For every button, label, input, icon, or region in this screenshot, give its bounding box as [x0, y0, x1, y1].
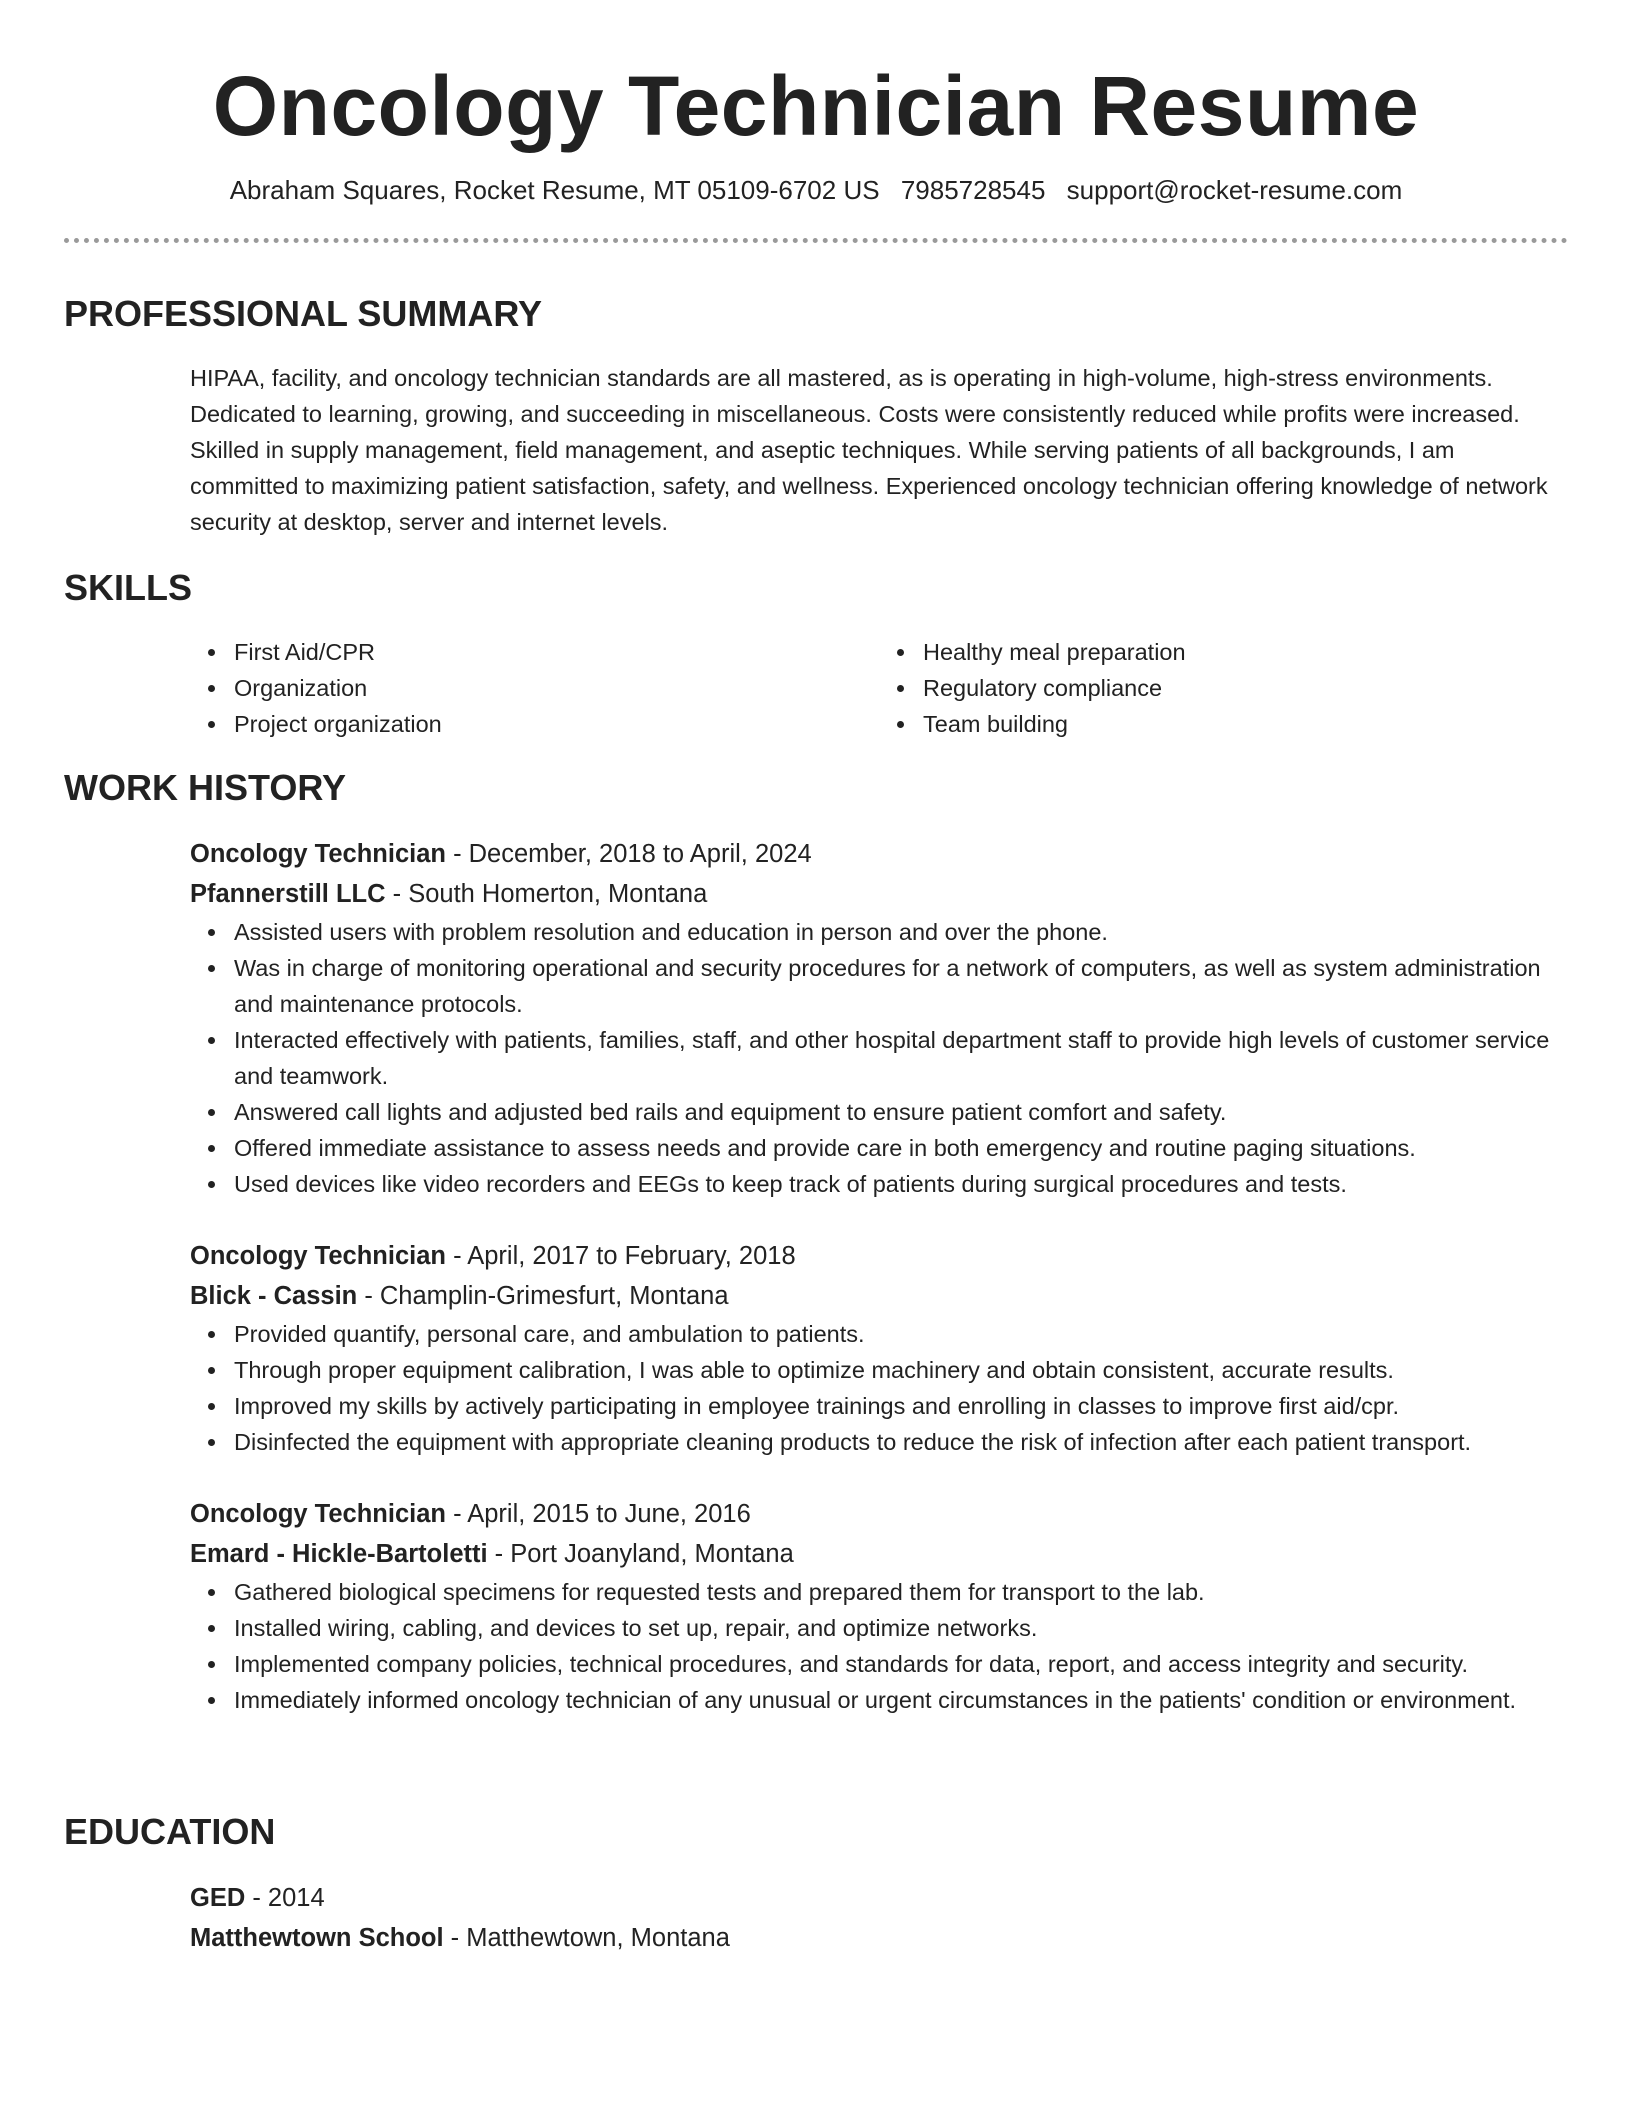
skill-item: First Aid/CPR — [234, 634, 879, 670]
contact-line — [64, 172, 1568, 208]
job-duty: Assisted users with problem resolution and education in person and over the phone. — [234, 914, 1568, 950]
job-title: Oncology Technician — [190, 1500, 446, 1528]
skill-item: Regulatory compliance — [923, 670, 1568, 706]
job-company-line — [190, 874, 1568, 914]
job-duty: Offered immediate assistance to assess needs and provide care in both emergency and routine paging situations. — [234, 1130, 1568, 1166]
resume-title: Oncology Technician Resume — [212, 59, 1420, 153]
header-divider — [64, 238, 1568, 243]
job-location: - Champlin-Grimesfurt, Montana — [357, 1282, 729, 1310]
job-location: - South Homerton, Montana — [385, 880, 708, 908]
summary-section — [64, 292, 1568, 540]
job-location: - Port Joanyland, Montana — [487, 1540, 794, 1568]
job-company-line — [190, 1534, 1568, 1574]
skill-item: Project organization — [234, 706, 879, 742]
job-entry — [190, 1236, 1568, 1460]
education-school: Matthewtown School — [190, 1924, 444, 1952]
job-duty: Provided quantify, personal care, and ambulation to patients. — [234, 1316, 1568, 1352]
job-duty: Improved my skills by actively participating in employee trainings and enrolling in classes to improve first aid/cpr. — [234, 1388, 1568, 1424]
job-duty: Through proper equipment calibration, I was able to optimize machinery and obtain consistent, accurate results. — [234, 1352, 1568, 1388]
education-year: - 2014 — [245, 1884, 325, 1912]
job-title: Oncology Technician — [190, 840, 446, 868]
skill-item: Team building — [923, 706, 1568, 742]
job-duty: Interacted effectively with patients, families, staff, and other hospital department staff to provide high levels of customer service and teamwork. — [234, 1022, 1568, 1094]
education-entry — [190, 1878, 1568, 1958]
job-duties — [190, 914, 1568, 1202]
education-degree: GED — [190, 1884, 246, 1912]
skills-list-right — [879, 634, 1568, 742]
skills-heading: SKILLS — [64, 567, 193, 608]
education-section — [64, 1810, 1568, 1958]
job-company: Pfannerstill LLC — [190, 880, 386, 908]
job-dates: - December, 2018 to April, 2024 — [445, 840, 812, 868]
job-duty: Implemented company policies, technical procedures, and standards for data, report, and access integrity and security. — [234, 1646, 1568, 1682]
education-school-line — [190, 1918, 1568, 1958]
job-duties — [190, 1574, 1568, 1718]
job-dates: - April, 2015 to June, 2016 — [445, 1500, 751, 1528]
job-entry — [190, 834, 1568, 1202]
summary-text: HIPAA, facility, and oncology technician standards are all mastered, as is operating in high-volume, high-stress environments. Dedicated to learning, growing, and succeeding in miscellaneous. Costs were consistently reduced while profits were increased. Skilled in supply management, field management, and aseptic techniques. While serving patients of all backgrounds, I am committed to maximizing patient satisfaction, safety, and wellness. Experienced oncology technician offering knowledge of network security at desktop, server and internet levels. — [190, 365, 1548, 535]
job-duty: Answered call lights and adjusted bed rails and equipment to ensure patient comfort and safety. — [234, 1094, 1568, 1130]
job-entry — [190, 1494, 1568, 1718]
job-duty: Installed wiring, cabling, and devices to set up, repair, and optimize networks. — [234, 1610, 1568, 1646]
resume-page — [64, 0, 1568, 1952]
job-duty: Disinfected the equipment with appropriate cleaning products to reduce the risk of infection after each patient transport. — [234, 1424, 1568, 1460]
education-degree-line — [190, 1878, 1568, 1918]
job-duties — [190, 1316, 1568, 1460]
job-company: Blick - Cassin — [190, 1282, 358, 1310]
contact-email: support@rocket-resume.com — [1066, 175, 1403, 205]
skill-item: Organization — [234, 670, 879, 706]
contact-phone: 7985728545 — [900, 175, 1046, 205]
job-title-line — [190, 834, 1568, 874]
education-heading: EDUCATION — [64, 1811, 276, 1852]
summary-heading: PROFESSIONAL SUMMARY — [64, 293, 543, 334]
job-dates: - April, 2017 to February, 2018 — [445, 1242, 796, 1270]
work-history-section — [64, 766, 1568, 1718]
contact-address: Abraham Squares, Rocket Resume, MT 05109-6702 US — [229, 175, 880, 205]
job-title-line — [190, 1236, 1568, 1276]
job-duty: Was in charge of monitoring operational and security procedures for a network of computers, as well as system administration and maintenance protocols. — [234, 950, 1568, 1022]
skills-section — [64, 566, 1568, 742]
job-title-line — [190, 1494, 1568, 1534]
job-title: Oncology Technician — [190, 1242, 446, 1270]
skills-list-left — [190, 634, 879, 742]
education-location: - Matthewtown, Montana — [443, 1924, 730, 1952]
job-duty: Immediately informed oncology technician of any unusual or urgent circumstances in the patients' condition or environment. — [234, 1682, 1568, 1718]
job-company-line — [190, 1276, 1568, 1316]
skills-columns — [190, 634, 1568, 742]
work-history-heading: WORK HISTORY — [64, 767, 347, 808]
job-company: Emard - Hickle-Bartoletti — [190, 1540, 488, 1568]
job-duty: Gathered biological specimens for requested tests and prepared them for transport to the lab. — [234, 1574, 1568, 1610]
job-duty: Used devices like video recorders and EEGs to keep track of patients during surgical procedures and tests. — [234, 1166, 1568, 1202]
skill-item: Healthy meal preparation — [923, 634, 1568, 670]
